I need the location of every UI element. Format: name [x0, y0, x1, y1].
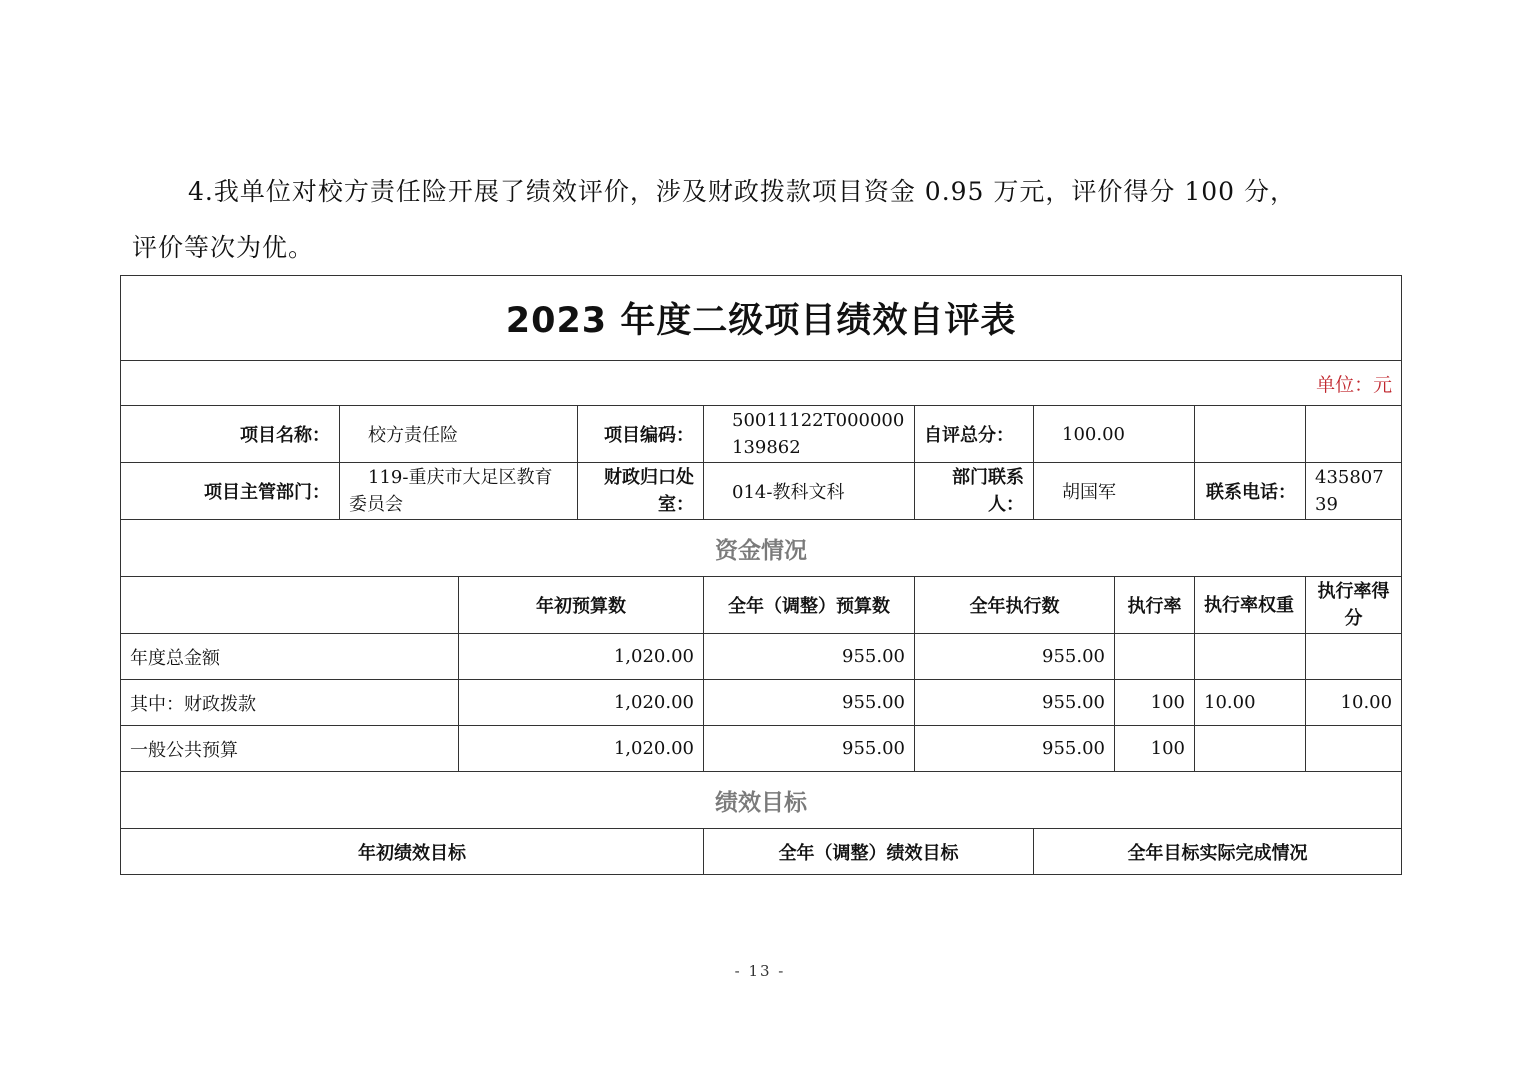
row-label: 年度总金额: [121, 634, 459, 680]
header-adjusted-goal: 全年（调整）绩效目标: [704, 829, 1034, 875]
exec-rate-value: 100: [1115, 680, 1195, 726]
rate-score-value: [1306, 634, 1402, 680]
header-initial-budget: 年初预算数: [459, 577, 704, 634]
contact-value: 胡国军: [1034, 463, 1195, 520]
score-label: 自评总分：: [915, 406, 1034, 463]
header-initial-goal: 年初绩效目标: [121, 829, 704, 875]
table-row: [121, 680, 1402, 726]
finance-value: 014-教科文科: [704, 463, 915, 520]
exec-rate-value: [1115, 634, 1195, 680]
row-label: 一般公共预算: [121, 726, 459, 772]
rate-weight-value: 10.00: [1195, 680, 1306, 726]
adjusted-budget-value: 955.00: [704, 634, 915, 680]
initial-budget-value: 1,020.00: [459, 680, 704, 726]
header-executed: 全年执行数: [915, 577, 1115, 634]
rate-score-value: [1306, 726, 1402, 772]
empty-cell: [1195, 406, 1306, 463]
dept-value: 119-重庆市大足区教育委员会: [340, 463, 578, 520]
finance-label: 财政归口处室：: [578, 463, 704, 520]
project-code-label: 项目编码：: [578, 406, 704, 463]
header-exec-rate: 执行率: [1115, 577, 1195, 634]
header-rate-weight: 执行率权重: [1195, 577, 1306, 634]
score-value: 100.00: [1034, 406, 1195, 463]
header-adjusted-budget: 全年（调整）预算数: [704, 577, 915, 634]
paragraph-line-2: 评价等次为优。: [132, 233, 315, 262]
dept-label: 项目主管部门：: [121, 463, 340, 520]
unit-label: 单位：元: [121, 361, 1402, 406]
table-row: [121, 634, 1402, 680]
paragraph-line-1: 4.我单位对校方责任险开展了绩效评价，涉及财政拨款项目资金 0.95 万元，评价得分 100 分，: [188, 177, 1297, 206]
goals-section-heading: 绩效目标: [121, 772, 1402, 829]
contact-label: 部门联系人：: [915, 463, 1034, 520]
header-rate-score: 执行率得分: [1306, 577, 1402, 634]
project-name-value: 校方责任险: [340, 406, 578, 463]
header-actual-completion: 全年目标实际完成情况: [1034, 829, 1402, 875]
table-title: 2023 年度二级项目绩效自评表: [121, 276, 1402, 361]
rate-score-value: 10.00: [1306, 680, 1402, 726]
initial-budget-value: 1,020.00: [459, 634, 704, 680]
empty-cell: [1306, 406, 1402, 463]
funds-header-blank: [121, 577, 459, 634]
phone-label: 联系电话：: [1195, 463, 1306, 520]
executed-value: 955.00: [915, 680, 1115, 726]
executed-value: 955.00: [915, 634, 1115, 680]
adjusted-budget-value: 955.00: [704, 726, 915, 772]
initial-budget-value: 1,020.00: [459, 726, 704, 772]
performance-evaluation-table: [120, 275, 1402, 875]
executed-value: 955.00: [915, 726, 1115, 772]
project-name-label: 项目名称：: [121, 406, 340, 463]
intro-paragraph: [132, 164, 1372, 276]
rate-weight-value: [1195, 634, 1306, 680]
phone-value: 43580739: [1306, 463, 1402, 520]
row-label: 其中：财政拨款: [121, 680, 459, 726]
funds-section-heading: 资金情况: [121, 520, 1402, 577]
table-row: [121, 726, 1402, 772]
adjusted-budget-value: 955.00: [704, 680, 915, 726]
page-number: - 13 -: [734, 962, 786, 980]
exec-rate-value: 100: [1115, 726, 1195, 772]
project-code-value: 50011122T000000139862: [704, 406, 915, 463]
rate-weight-value: [1195, 726, 1306, 772]
